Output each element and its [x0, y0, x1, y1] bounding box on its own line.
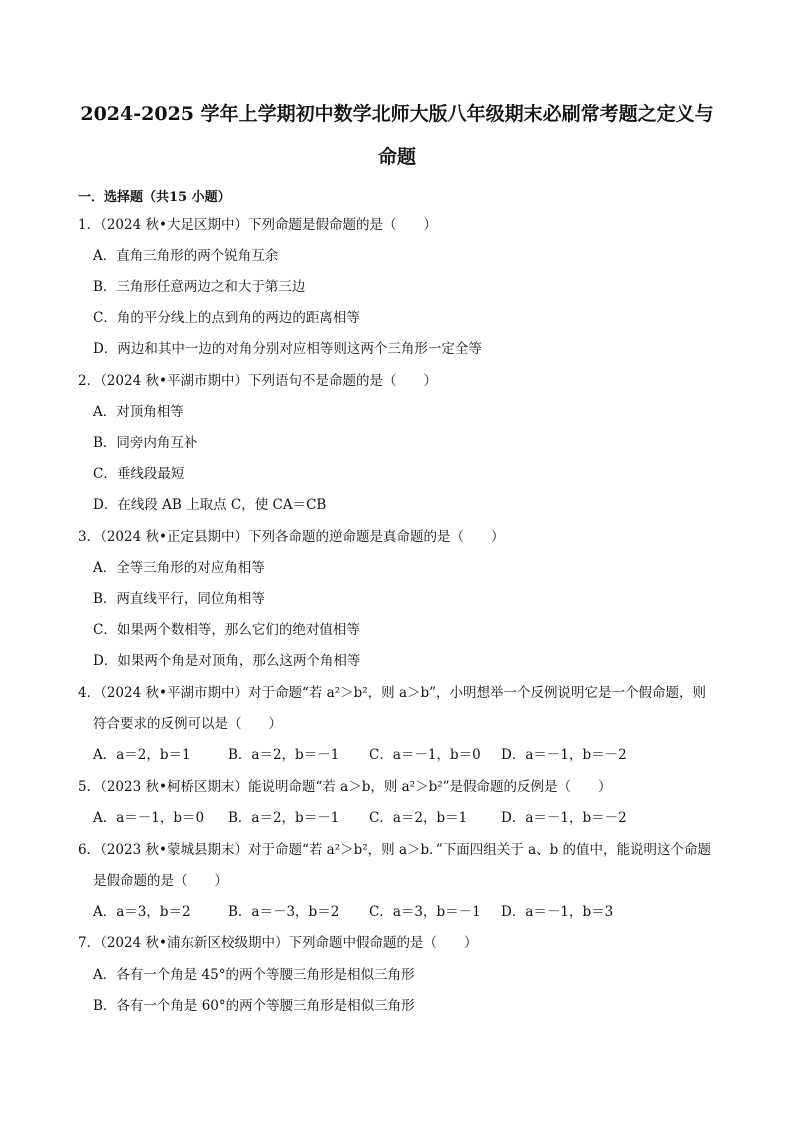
question-6-option-a: A．a＝3，b＝2	[93, 904, 191, 920]
question-2-option-d: D．在线段 AB 上取点 C，使 CA＝CB	[93, 497, 327, 513]
question-3-option-c: C．如果两个数相等，那么它们的绝对值相等	[93, 622, 360, 638]
question-4-stem: 4．（2024 秋•平湖市期中）对于命题“若 a²＞b²，则 a＞b”，小明想举一个反例说明它是一个假命题，则	[78, 685, 707, 701]
question-2-option-c: C．垂线段最短	[93, 466, 185, 482]
question-3-option-d: D．如果两个角是对顶角，那么这两个角相等	[93, 653, 361, 669]
question-4-stem-continued: 符合要求的反例可以是（ ）	[93, 716, 282, 732]
question-1-stem: 1．（2024 秋•大足区期中）下列命题是假命题的是（ ）	[78, 217, 437, 233]
document-title-line1: 2024-2025 学年上学期初中数学北师大版八年级期末必刷常考题之定义与	[80, 103, 714, 125]
question-3-stem: 3．（2024 秋•正定县期中）下列各命题的逆命题是真命题的是（ ）	[78, 529, 505, 545]
question-2-option-b: B．同旁内角互补	[93, 435, 198, 451]
question-1-option-d: D．两边和其中一边的对角分别对应相等则这两个三角形一定全等	[93, 341, 482, 357]
question-4-option-b: B．a＝2，b＝－1	[228, 747, 340, 763]
question-2-stem: 2．（2024 秋•平湖市期中）下列语句不是命题的是（ ）	[78, 373, 437, 389]
question-6-option-d: D．a＝－1，b＝3	[501, 904, 614, 920]
section-heading: 一．选择题（共15 小题）	[78, 190, 231, 205]
question-2-option-a: A．对顶角相等	[93, 404, 184, 420]
question-1-option-a: A．直角三角形的两个锐角互余	[93, 248, 279, 264]
question-4-option-d: D．a＝－1，b＝－2	[501, 747, 627, 763]
question-5-stem: 5．（2023 秋•柯桥区期末）能说明命题“若 a＞b，则 a²＞b²”是假命题的反例是（ ）	[78, 779, 612, 795]
question-4-option-c: C．a＝－1，b＝0	[369, 747, 481, 763]
question-5-option-b: B．a＝2，b＝－1	[228, 810, 340, 826]
question-3-option-a: A．全等三角形的对应角相等	[93, 560, 265, 576]
question-6-stem: 6．（2023 秋•蒙城县期末）对于命题“若 a²＞b²，则 a＞b．”下面四组关于 a、b 的值中，能说明这个命题	[78, 842, 712, 858]
document-title-line2: 命题	[377, 146, 416, 168]
question-5-option-c: C．a＝2，b＝1	[369, 810, 468, 826]
question-4-option-a: A．a＝2，b＝1	[93, 747, 191, 763]
question-1-option-b: B．三角形任意两边之和大于第三边	[93, 279, 306, 295]
question-7-option-a: A．各有一个角是 45°的两个等腰三角形是相似三角形	[93, 967, 415, 983]
question-5-option-a: A．a＝－1，b＝0	[93, 810, 205, 826]
question-7-option-b: B．各有一个角是 60°的两个等腰三角形是相似三角形	[93, 998, 415, 1014]
question-3-option-b: B．两直线平行，同位角相等	[93, 591, 265, 607]
question-6-option-b: B．a＝－3，b＝2	[228, 904, 340, 920]
question-1-option-c: C．角的平分线上的点到角的两边的距离相等	[93, 310, 360, 326]
question-4-options	[93, 746, 733, 764]
question-5-option-d: D．a＝－1，b＝－2	[501, 810, 627, 826]
question-5-options	[93, 809, 733, 827]
question-6-options	[93, 903, 733, 921]
question-7-stem: 7．（2024 秋•浦东新区校级期中）下列命题中假命题的是（ ）	[78, 935, 478, 951]
question-6-option-c: C．a＝3，b＝－1	[369, 904, 481, 920]
question-6-stem-continued: 是假命题的是（ ）	[93, 873, 228, 889]
